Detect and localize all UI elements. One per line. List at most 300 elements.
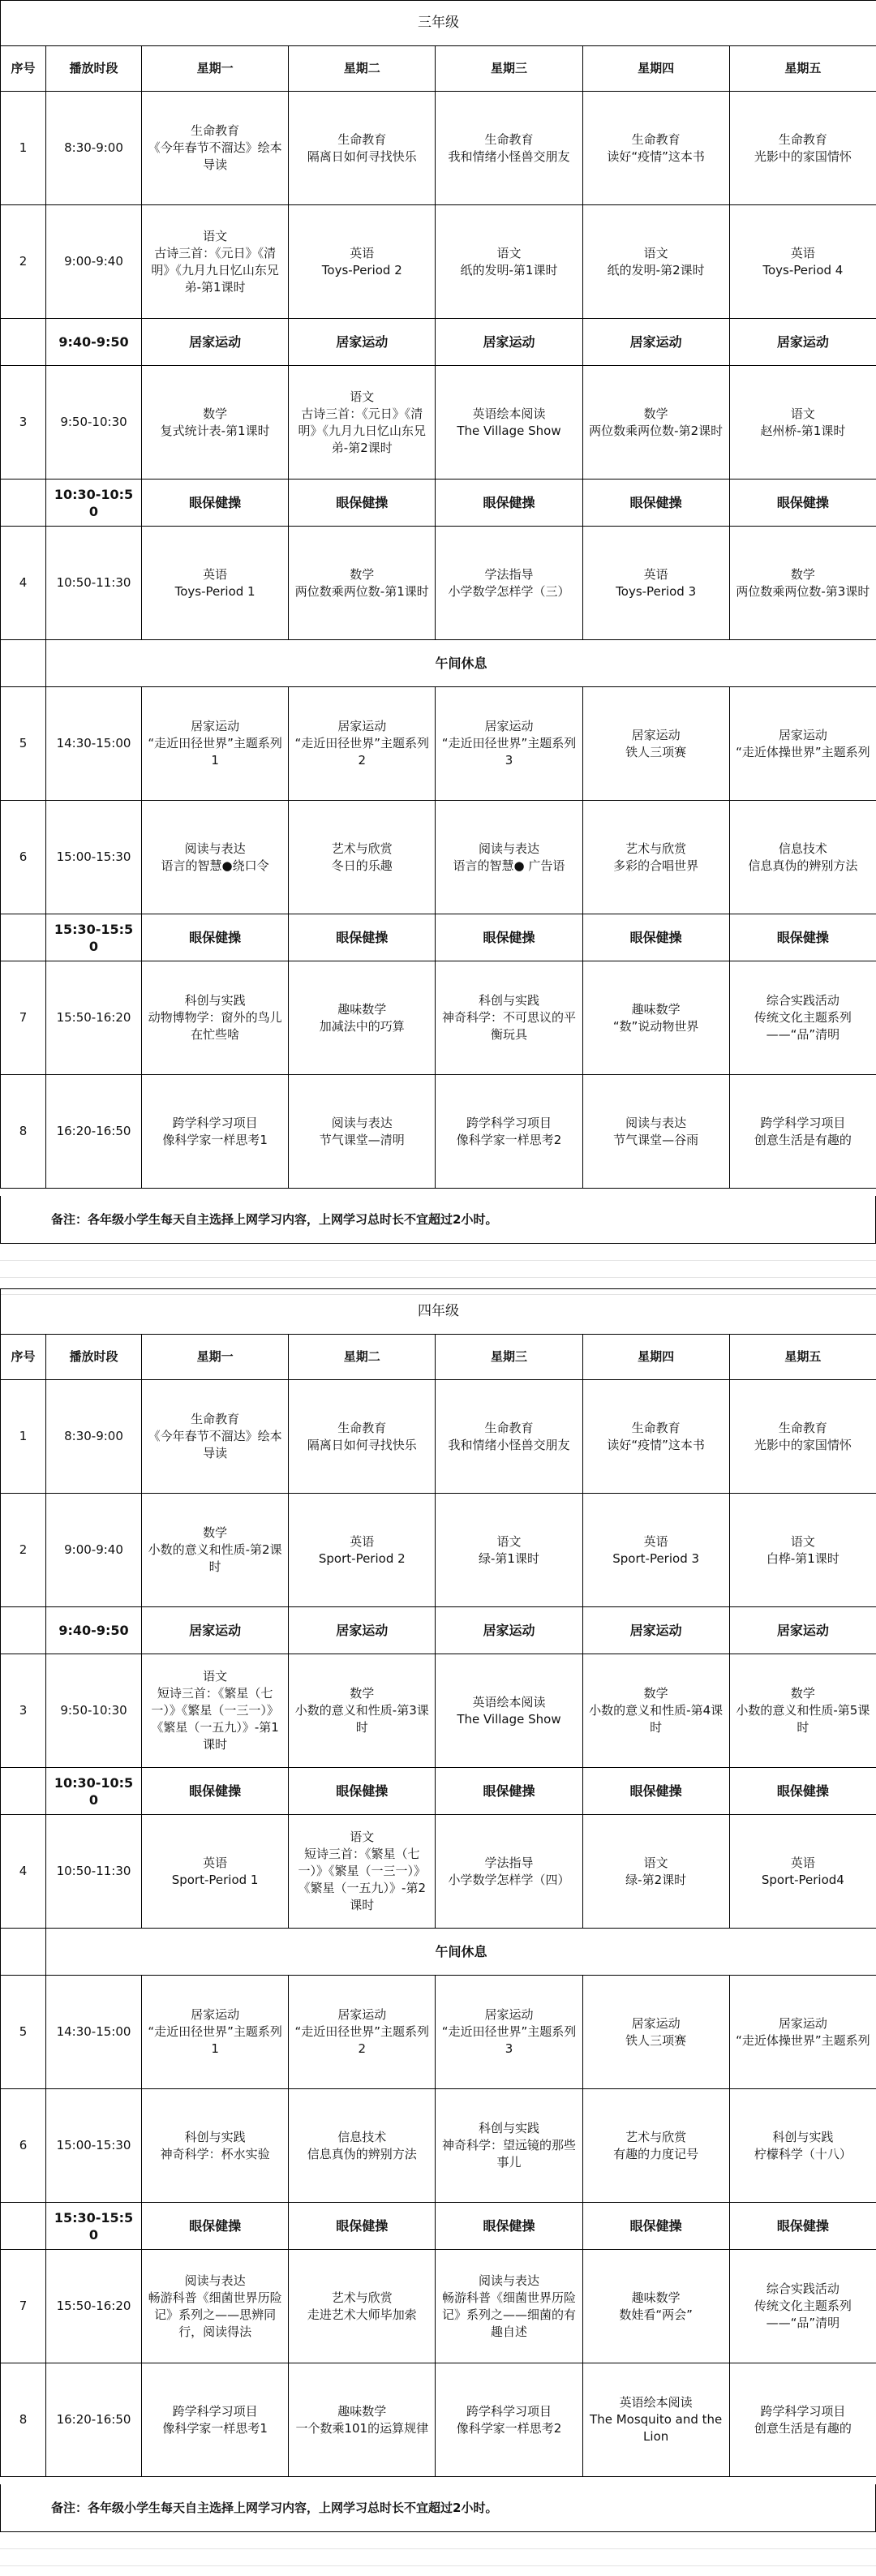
lesson-topic: 走进艺术大师毕加索 [307,2307,417,2322]
lesson-subject: 英语 [350,1533,375,1549]
column-header: 星期三 [436,46,582,92]
period-number: 3 [1,366,46,480]
lesson-subject: 生命教育 [778,1420,827,1435]
time-slot: 10:50-11:30 [46,527,142,640]
lesson-cell [289,1494,436,1607]
lesson-cell [289,92,436,205]
lesson-subject: 艺术与欣赏 [625,2129,687,2144]
break-activity: 眼保健操 [142,914,289,961]
lesson-topic: 神奇科学：不可思议的平衡玩具 [441,1010,576,1042]
lesson-subject: 数学 [790,566,815,582]
lesson-topic: 小学数学怎样学（四） [448,1872,570,1887]
lesson-topic: 信息真伪的辨别方法 [307,2146,417,2161]
lesson-topic: 像科学家一样思考1 [162,2420,268,2436]
lunch-break-label: 午间休息 [46,640,876,687]
lesson-subject: 语文 [496,1533,522,1549]
lesson-cell [289,961,436,1075]
column-header: 星期五 [729,46,876,92]
time-slot: 15:00-15:30 [46,801,142,914]
lesson-cell [142,1815,289,1929]
lesson-topic: The Village Show [457,423,561,438]
lesson-topic: “走近田径世界”主题系列3 [441,2024,577,2056]
lesson-subject: 居家运动 [631,2015,681,2031]
lesson-row [1,1494,876,1607]
note-text: 备注：各年级小学生每天自主选择上网学习内容，上网学习总时长不宜超过2小时。 [0,1196,876,1243]
break-activity: 居家运动 [142,319,289,366]
time-slot: 9:40-9:50 [46,319,142,366]
lesson-cell [436,1075,582,1189]
lesson-topic: 传统文化主题系列——“品”清明 [754,1010,852,1042]
lesson-topic: 创意生活是有趣的 [754,1132,852,1147]
time-slot: 9:00-9:40 [46,1494,142,1607]
lesson-subject: 语文 [203,228,228,243]
lesson-subject: 语文 [643,245,668,260]
lesson-topic: “走近体操世界”主题系列 [736,744,870,759]
lesson-cell [729,527,876,640]
lesson-subject: 艺术与欣赏 [331,2290,393,2305]
time-slot: 15:30-15:50 [46,914,142,961]
lesson-cell [289,527,436,640]
break-activity: 眼保健操 [436,914,582,961]
lesson-topic: Sport-Period 2 [318,1550,406,1566]
lesson-cell [729,2250,876,2363]
period-number: 4 [1,1815,46,1929]
lesson-subject: 语文 [496,245,522,260]
lesson-cell [436,801,582,914]
lesson-cell [582,2363,729,2477]
lesson-cell [729,1494,876,1607]
lesson-cell [436,687,582,801]
lesson-subject: 居家运动 [337,2007,387,2022]
lesson-topic: 小数的意义和性质-第2课时 [148,1542,282,1574]
lesson-topic: The Mosquito and the Lion [590,2412,723,2444]
lesson-cell [289,1976,436,2089]
lesson-subject: 居家运动 [484,719,534,733]
break-activity: 眼保健操 [582,2203,729,2250]
period-number: 1 [1,1380,46,1494]
lesson-topic: 纸的发明-第1课时 [460,262,558,277]
lesson-cell [582,527,729,640]
lesson-subject: 生命教育 [484,1420,534,1435]
lesson-cell [729,1380,876,1494]
lesson-topic: 冬日的乐趣 [331,858,393,873]
lesson-cell [582,1075,729,1189]
lesson-topic: 短诗三首：《繁星（七一）》《繁星（一三一）》《繁星（一五九）》-第2课时 [298,1847,427,1912]
lesson-row [1,1976,876,2089]
lesson-subject: 跨学科学习项目 [760,2403,846,2419]
lunch-row [1,1929,876,1976]
grade-3-schedule-table [0,0,876,1189]
lesson-topic: “走近田径世界”主题系列2 [294,2024,430,2056]
lesson-cell [142,687,289,801]
lesson-subject: 生命教育 [337,131,387,147]
period-number: 1 [1,92,46,205]
lesson-cell [142,801,289,914]
lesson-subject: 英语 [643,1533,668,1549]
break-activity: 居家运动 [142,1607,289,1654]
period-number: 2 [1,1494,46,1607]
period-number [1,914,46,961]
lesson-cell [436,1494,582,1607]
time-slot: 10:30-10:50 [46,480,142,527]
break-activity: 居家运动 [729,319,876,366]
lesson-cell [289,687,436,801]
break-activity: 居家运动 [582,1607,729,1654]
note-text: 备注：各年级小学生每天自主选择上网学习内容，上网学习总时长不宜超过2小时。 [0,2484,876,2531]
lesson-cell [436,961,582,1075]
lesson-topic: 读好“疫情”这本书 [607,148,705,164]
lesson-subject: 科创与实践 [478,2121,539,2135]
break-row [1,480,876,527]
lesson-topic: 加减法中的巧算 [319,1018,405,1034]
break-activity: 眼保健操 [729,914,876,961]
lesson-subject: 阅读与表达 [625,1115,687,1130]
lesson-topic: 纸的发明-第2课时 [607,262,705,277]
lesson-cell [582,1380,729,1494]
break-activity: 眼保健操 [289,480,436,527]
lesson-topic: 《今年春节不溜达》绘本导读 [148,140,282,172]
lesson-subject: 阅读与表达 [184,841,246,856]
break-row [1,1607,876,1654]
grade-title: 三年级 [1,1,876,46]
lesson-subject: 英语绘本阅读 [472,1694,546,1709]
table-header-row [1,1335,876,1380]
lesson-topic: 小学数学怎样学（三） [448,583,570,599]
break-activity: 居家运动 [289,1607,436,1654]
column-header: 星期四 [582,1335,729,1380]
lesson-subject: 综合实践活动 [766,2281,840,2296]
time-slot: 16:20-16:50 [46,1075,142,1189]
break-row [1,2203,876,2250]
time-slot: 9:50-10:30 [46,1654,142,1768]
table-header-row [1,46,876,92]
lunch-row [1,640,876,687]
lesson-cell [582,961,729,1075]
break-activity: 眼保健操 [582,914,729,961]
lesson-row [1,801,876,914]
break-activity: 眼保健操 [729,2203,876,2250]
lesson-row [1,1380,876,1494]
lesson-cell [729,366,876,480]
period-number [1,1768,46,1815]
lesson-subject: 趣味数学 [631,2290,681,2305]
lesson-cell [582,1654,729,1768]
lesson-subject: 趣味数学 [337,2403,387,2419]
lesson-topic: 复式统计表-第1课时 [160,423,270,438]
lesson-subject: 跨学科学习项目 [172,2403,258,2419]
lesson-subject: 生命教育 [337,1420,387,1435]
lesson-topic: 神奇科学：望远镜的那些事儿 [441,2138,576,2170]
time-slot: 15:50-16:20 [46,961,142,1075]
column-header: 序号 [1,46,46,92]
break-row [1,319,876,366]
lesson-subject: 英语绘本阅读 [619,2395,693,2410]
lesson-row [1,1075,876,1189]
lesson-cell [142,527,289,640]
lesson-topic: 语言的智慧● 广告语 [453,858,565,873]
lesson-subject: 趣味数学 [337,1001,387,1017]
lesson-row [1,92,876,205]
column-header: 星期二 [289,46,436,92]
lesson-subject: 语文 [643,1855,668,1870]
lesson-cell [289,2089,436,2203]
lesson-topic: The Village Show [457,1711,561,1727]
lunch-break-label: 午间休息 [46,1929,876,1976]
lesson-cell [582,92,729,205]
lesson-subject: 生命教育 [631,1420,681,1435]
period-number: 7 [1,2250,46,2363]
grade-title-row [1,1289,876,1335]
lesson-topic: 古诗三首：《元日》《清明》《九月九日忆山东兄弟-第2课时 [298,406,427,455]
grade-title: 四年级 [1,1289,876,1335]
lesson-subject: 语文 [790,406,815,421]
lesson-subject: 英语绘本阅读 [472,406,546,421]
break-activity: 眼保健操 [142,480,289,527]
lesson-subject: 居家运动 [191,2007,240,2022]
lesson-cell [436,205,582,319]
lesson-cell [142,366,289,480]
lesson-subject: 学法指导 [484,566,534,582]
lesson-cell [142,2089,289,2203]
lesson-cell [582,1976,729,2089]
break-activity: 居家运动 [582,319,729,366]
lesson-topic: 动物博物学：窗外的鸟儿在忙些啥 [148,1010,282,1042]
column-header: 播放时段 [46,46,142,92]
lesson-topic: 畅游科普《细菌世界历险记》系列之——思辨同行，阅读得法 [148,2290,282,2339]
break-activity: 眼保健操 [582,1768,729,1815]
lesson-subject: 英语 [790,245,815,260]
lesson-cell [289,1815,436,1929]
lesson-topic: 节气课堂—清明 [319,1132,405,1147]
time-slot: 15:50-16:20 [46,2250,142,2363]
lesson-cell [142,92,289,205]
lesson-cell [142,1075,289,1189]
lesson-subject: 学法指导 [484,1855,534,1870]
break-row [1,914,876,961]
break-activity: 眼保健操 [436,1768,582,1815]
lesson-topic: 光影中的家国情怀 [754,1437,852,1452]
lesson-topic: 赵州桥-第1课时 [760,423,846,438]
lesson-topic: 白桦-第1课时 [766,1550,840,1566]
lesson-topic: Sport-Period 3 [612,1550,700,1566]
lesson-subject: 数学 [203,406,228,421]
break-activity: 眼保健操 [142,1768,289,1815]
break-activity: 眼保健操 [142,2203,289,2250]
lesson-subject: 跨学科学习项目 [466,2403,552,2419]
time-slot: 9:00-9:40 [46,205,142,319]
time-slot: 10:50-11:30 [46,1815,142,1929]
break-activity: 居家运动 [436,319,582,366]
lesson-row [1,1815,876,1929]
grade-title-row [1,1,876,46]
lesson-cell [142,1976,289,2089]
lesson-cell [729,1815,876,1929]
lesson-cell [436,2363,582,2477]
lesson-topic: 一个数乘101的运算规律 [295,2420,429,2436]
lesson-topic: 绿-第1课时 [478,1550,539,1566]
lesson-topic: 短诗三首：《繁星（七一）》《繁星（一三一）》《繁星（一五九）》-第1课时 [151,1686,279,1752]
lesson-cell [729,1075,876,1189]
lesson-cell [582,2089,729,2203]
lesson-subject: 语文 [350,389,375,404]
lesson-cell [436,92,582,205]
break-row [1,1768,876,1815]
lesson-subject: 信息技术 [337,2129,387,2144]
lesson-subject: 阅读与表达 [478,2273,539,2288]
lesson-cell [436,527,582,640]
lesson-subject: 生命教育 [191,123,240,138]
lesson-topic: 节气课堂—谷雨 [613,1132,699,1147]
lesson-subject: 居家运动 [778,2015,827,2031]
lesson-topic: 畅游科普《细菌世界历险记》系列之——细菌的有趣自述 [441,2290,576,2339]
lesson-cell [729,205,876,319]
time-slot: 8:30-9:00 [46,1380,142,1494]
lesson-topic: 铁人三项赛 [625,2032,687,2048]
lesson-cell [582,205,729,319]
break-activity: 眼保健操 [729,1768,876,1815]
lesson-topic: 创意生活是有趣的 [754,2420,852,2436]
lesson-topic: “走近体操世界”主题系列 [736,2032,870,2048]
time-slot: 9:50-10:30 [46,366,142,480]
break-activity: 眼保健操 [436,2203,582,2250]
period-number: 4 [1,527,46,640]
lesson-subject: 英语 [350,245,375,260]
period-number: 5 [1,1976,46,2089]
lesson-cell [729,92,876,205]
lesson-row [1,961,876,1075]
lesson-topic: 神奇科学：杯水实验 [160,2146,270,2161]
lesson-cell [289,1654,436,1768]
lesson-subject: 科创与实践 [478,993,539,1008]
lesson-cell [142,1380,289,1494]
lesson-cell [582,1815,729,1929]
break-activity: 眼保健操 [289,914,436,961]
time-slot: 8:30-9:00 [46,92,142,205]
lesson-topic: 两位数乘两位数-第3课时 [736,583,870,599]
lesson-cell [289,2250,436,2363]
lesson-topic: 小数的意义和性质-第3课时 [294,1703,429,1735]
lesson-subject: 数学 [350,1686,375,1701]
lesson-subject: 英语 [790,1855,815,1870]
period-number [1,480,46,527]
column-header: 星期五 [729,1335,876,1380]
lesson-topic: 像科学家一样思考1 [162,1132,268,1147]
lesson-cell [436,1815,582,1929]
lesson-subject: 数学 [203,1525,228,1540]
lesson-topic: 信息真伪的辨别方法 [748,858,858,873]
lesson-topic: 像科学家一样思考2 [456,2420,562,2436]
lesson-topic: 《今年春节不溜达》绘本导读 [148,1429,282,1460]
lesson-row [1,205,876,319]
lesson-subject: 英语 [203,566,228,582]
lesson-topic: 我和情绪小怪兽交朋友 [448,148,570,164]
lesson-subject: 数学 [643,1686,668,1701]
lesson-subject: 跨学科学习项目 [760,1115,846,1130]
lesson-topic: Toys-Period 4 [762,262,844,277]
column-header: 星期三 [436,1335,582,1380]
break-activity: 居家运动 [436,1607,582,1654]
lesson-cell [436,2089,582,2203]
lesson-topic: 数娃看“两会” [619,2307,693,2322]
lesson-topic: 有趣的力度记号 [613,2146,699,2161]
time-slot: 14:30-15:00 [46,1976,142,2089]
lesson-cell [289,205,436,319]
lesson-subject: 数学 [643,406,668,421]
lesson-cell [142,205,289,319]
lesson-topic: “走近田径世界”主题系列1 [148,736,282,768]
lesson-subject: 居家运动 [631,727,681,742]
period-number: 6 [1,2089,46,2203]
lesson-cell [289,1380,436,1494]
lesson-subject: 艺术与欣赏 [331,841,393,856]
lesson-topic: 小数的意义和性质-第5课时 [736,1703,870,1735]
lesson-topic: 光影中的家国情怀 [754,148,852,164]
lesson-cell [142,2363,289,2477]
lesson-topic: “走近田径世界”主题系列1 [148,2024,282,2056]
lesson-cell [729,961,876,1075]
lesson-cell [289,801,436,914]
lesson-cell [289,366,436,480]
lesson-cell [142,1494,289,1607]
period-number: 5 [1,687,46,801]
lesson-topic: 绿-第2课时 [625,1872,687,1887]
lesson-row [1,1654,876,1768]
lesson-row [1,2363,876,2477]
time-slot: 9:40-9:50 [46,1607,142,1654]
lesson-cell [142,1654,289,1768]
lesson-subject: 阅读与表达 [478,841,539,856]
lesson-subject: 生命教育 [778,131,827,147]
lesson-cell [289,2363,436,2477]
break-activity: 眼保健操 [289,2203,436,2250]
lesson-subject: 科创与实践 [184,2129,246,2144]
lesson-subject: 数学 [790,1686,815,1701]
lesson-topic: 语言的智慧●绕口令 [161,858,269,873]
period-number: 3 [1,1654,46,1768]
lesson-cell [582,801,729,914]
lesson-cell [289,1075,436,1189]
lesson-cell [729,687,876,801]
period-number: 8 [1,2363,46,2477]
lesson-topic: 我和情绪小怪兽交朋友 [448,1437,570,1452]
spacer-gridlines [0,1244,876,1295]
break-activity: 居家运动 [289,319,436,366]
lesson-cell [436,366,582,480]
break-activity: 眼保健操 [436,480,582,527]
period-number: 8 [1,1075,46,1189]
lesson-topic: Toys-Period 1 [174,583,256,599]
lesson-topic: “数”说动物世界 [612,1018,699,1034]
period-number [1,1929,46,1976]
lesson-subject: 跨学科学习项目 [466,1115,552,1130]
lesson-cell [436,1380,582,1494]
lesson-cell [729,2363,876,2477]
break-activity: 居家运动 [729,1607,876,1654]
lesson-topic: 隔离日如何寻找快乐 [307,148,417,164]
lesson-cell [729,1654,876,1768]
lesson-topic: Sport-Period4 [761,1872,844,1887]
time-slot: 15:00-15:30 [46,2089,142,2203]
period-number: 6 [1,801,46,914]
lesson-subject: 居家运动 [191,719,240,733]
lesson-cell [142,961,289,1075]
lesson-subject: 综合实践活动 [766,993,840,1008]
column-header: 星期一 [142,46,289,92]
lesson-cell [729,2089,876,2203]
lesson-topic: Toys-Period 2 [321,262,402,277]
lesson-cell [582,687,729,801]
spacer-gridlines [0,2532,876,2566]
